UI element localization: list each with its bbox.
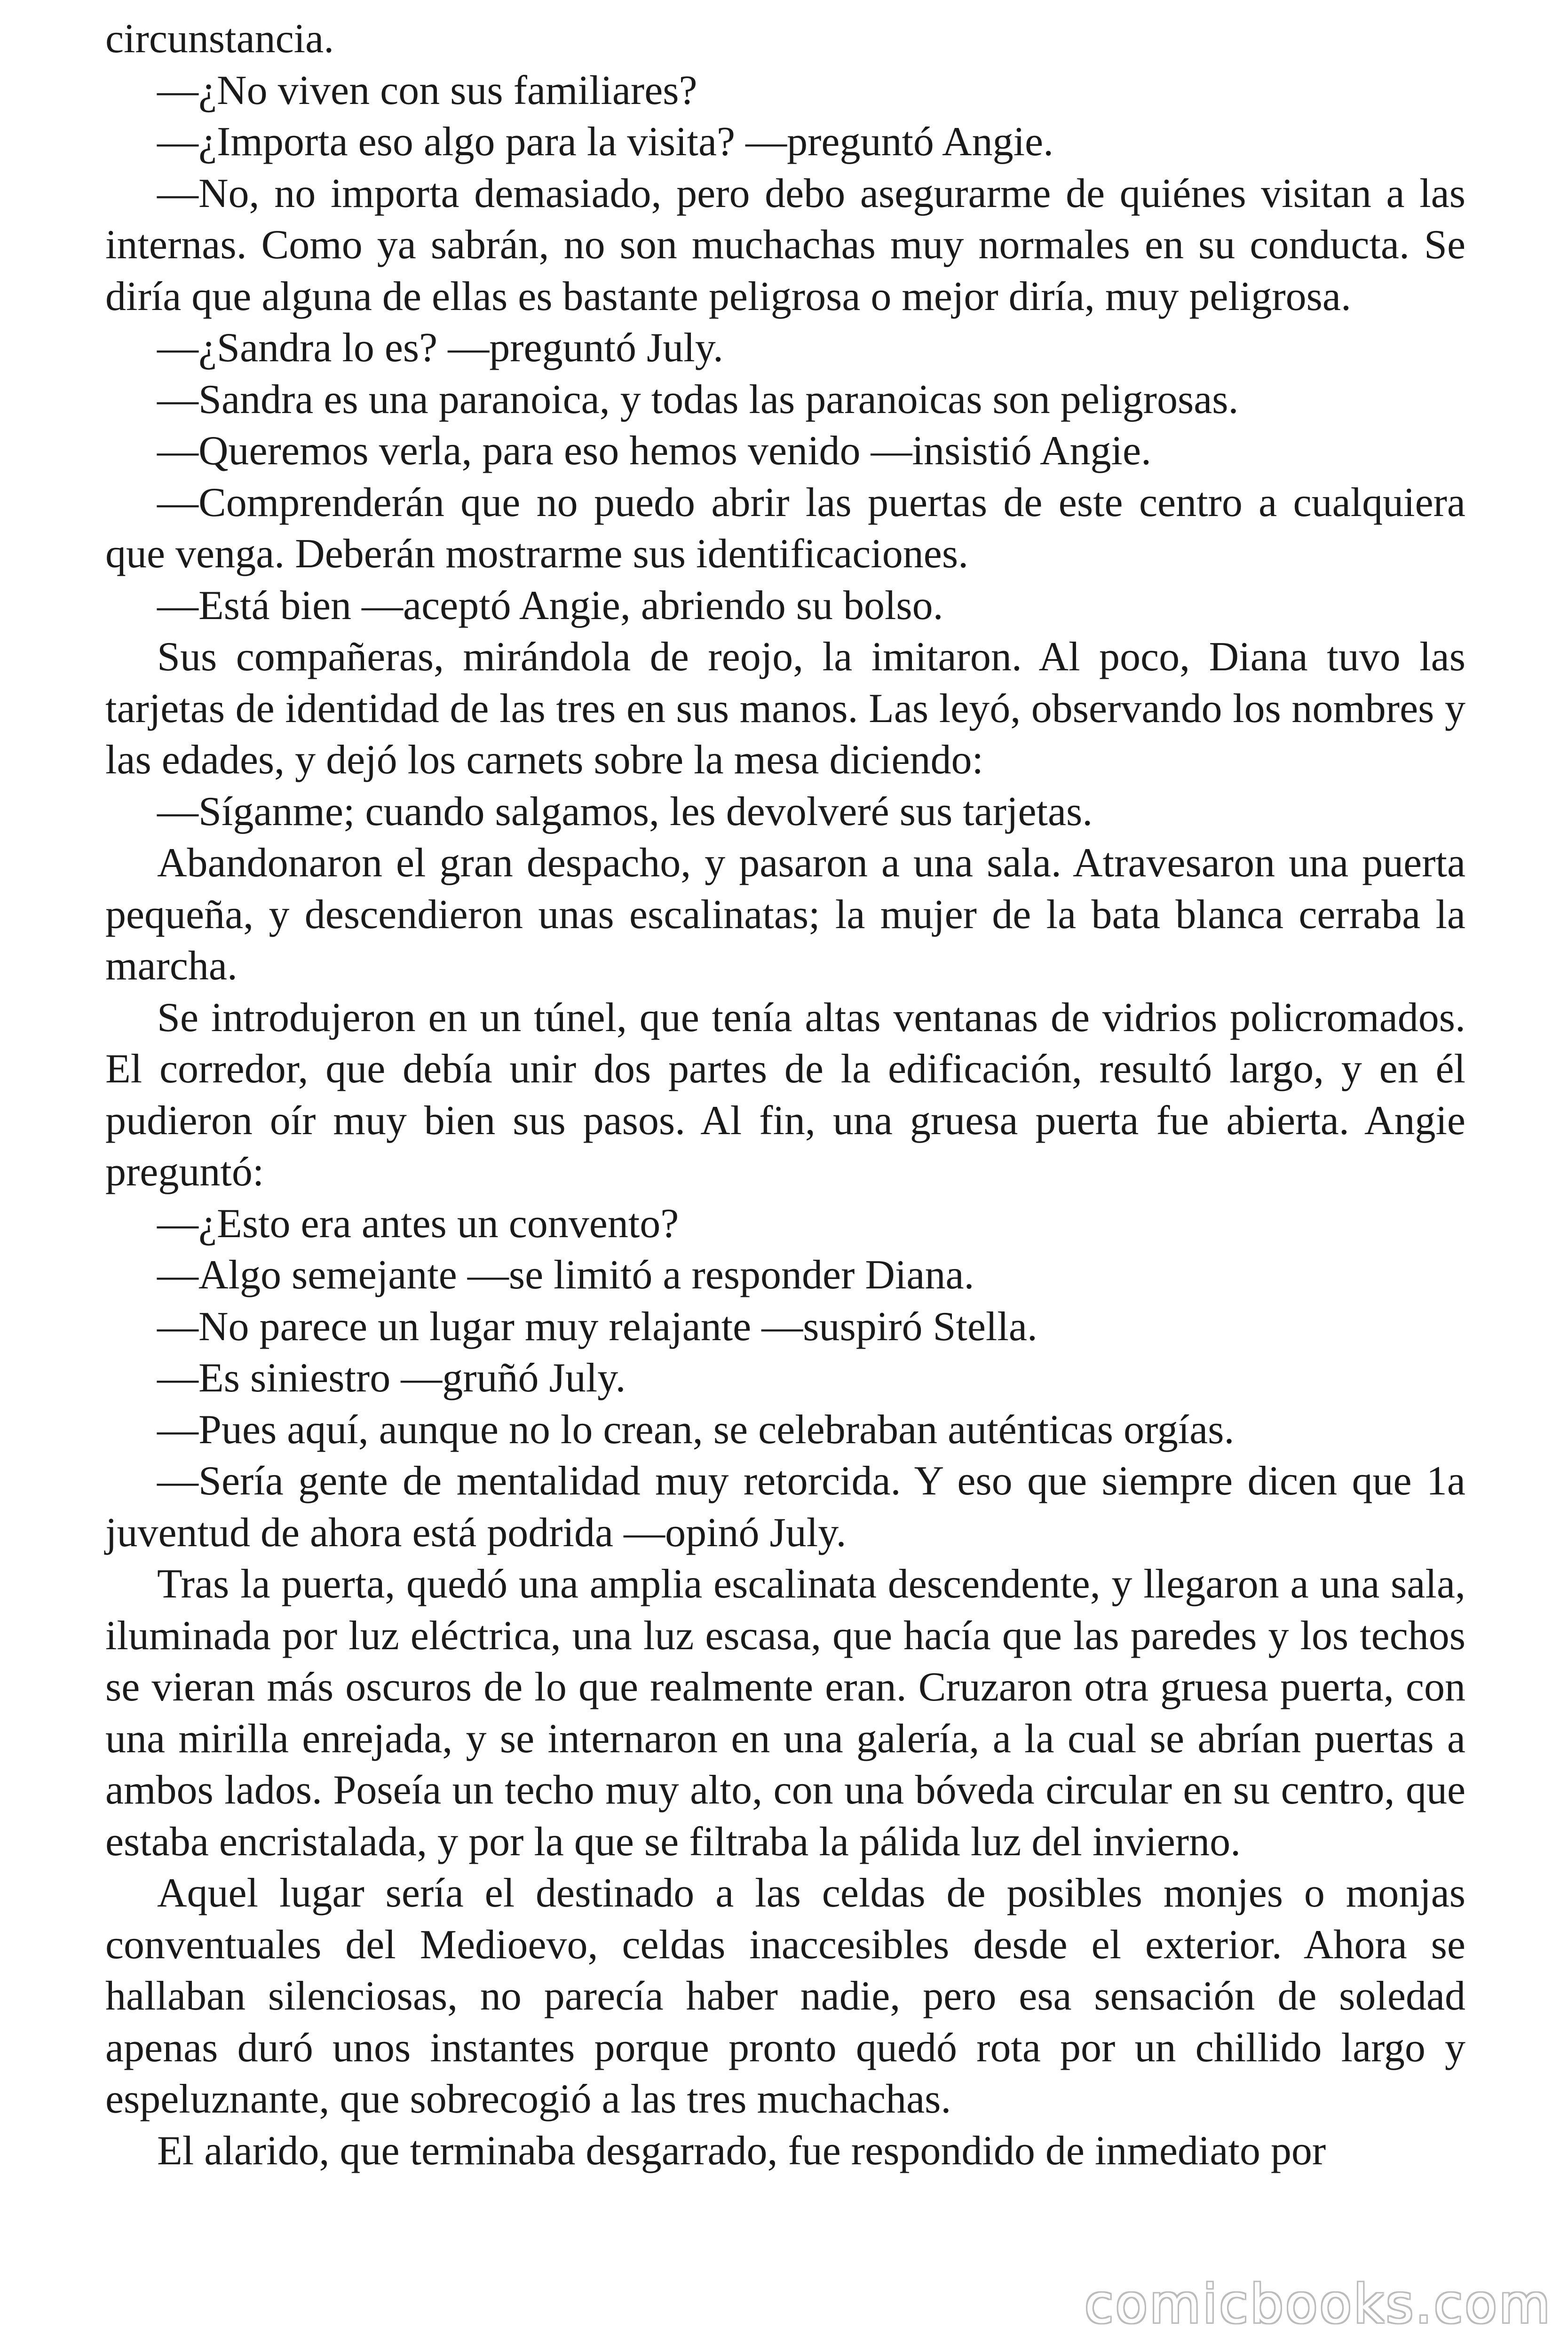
paragraph-13: Se introdujeron en un túnel, que tenía altas ventanas de vidrios policromados. El corredor, que debía unir dos partes de la edificación, resultó largo, y en él pudieron oír muy bien sus pasos. Al fin, una gruesa puerta fue abierta. Angie preguntó: <box>105 994 1465 1195</box>
paragraph-20: Tras la puerta, quedó una amplia escalinata descendente, y llegaron a una sala, iluminada por luz eléctrica, una luz escasa, que hacía que las paredes y los techos se vieran más oscuros de lo que realmente eran. Cruzaron otra gruesa puerta, con una mirilla enrejada, y se internaron en una galería, a la cual se abrían puertas a ambos lados. Poseía un techo muy alto, con una bóveda circular en su centro, que estaba encristalada, y por la que se filtraba la pálida luz del invierno. <box>105 1561 1465 1865</box>
paragraph-17: —Es siniestro —gruñó July. <box>157 1355 626 1401</box>
paragraph-14: —¿Esto era antes un convento? <box>157 1200 679 1247</box>
watermark: comicbooks.com <box>1084 2274 1552 2335</box>
paragraph-7: —Queremos verla, para eso hemos venido —insistió Angie. <box>157 428 1152 474</box>
paragraph-8: —Comprenderán que no puedo abrir las puertas de este centro a cualquiera que venga. Deberán mostrarme sus identificaciones. <box>105 479 1465 577</box>
paragraph-1: circunstancia. <box>105 16 334 62</box>
paragraph-12: Abandonaron el gran despacho, y pasaron a una sala. Atravesaron una puerta pequeña, y descendieron unas escalinatas; la mujer de la bata blanca cerraba la marcha. <box>105 840 1465 989</box>
paragraph-2: —¿No viven con sus familiares? <box>157 67 697 113</box>
paragraph-22: El alarido, que terminaba desgarrado, fue respondido de inmediato por <box>157 2128 1326 2174</box>
paragraph-5: —¿Sandra lo es? —preguntó July. <box>157 325 724 371</box>
paragraph-15: —Algo semejante —se limitó a responder Diana. <box>157 1252 974 1298</box>
paragraph-21: Aquel lugar sería el destinado a las celdas de posibles monjes o monjas conventuales del Medioevo, celdas inaccesibles desde el exterior. Ahora se hallaban silenciosas, no parecía haber nadie, pero esa sensación de soledad apenas duró unos instantes porque pronto quedó rota por un chillido largo y espeluznante, que sobrecogió a las tres muchachas. <box>105 1870 1465 2122</box>
paragraph-6: —Sandra es una paranoica, y todas las paranoicas son peligrosas. <box>157 376 1239 422</box>
paragraph-16: —No parece un lugar muy relajante —suspiró Stella. <box>157 1303 1037 1350</box>
paragraph-10: Sus compañeras, mirándola de reojo, la imitaron. Al poco, Diana tuvo las tarjetas de identidad de las tres en sus manos. Las leyó, observando los nombres y las edades, y dejó los carnets sobre la mesa diciendo: <box>105 634 1465 783</box>
paragraph-3: —¿Importa eso algo para la visita? —preguntó Angie. <box>157 119 1054 165</box>
paragraph-11: —Síganme; cuando salgamos, les devolveré sus tarjetas. <box>157 788 1093 834</box>
paragraph-19: —Sería gente de mentalidad muy retorcida. Y eso que siempre dicen que 1a juventud de ahora está podrida —opinó July. <box>105 1458 1465 1556</box>
text-column <box>105 13 1465 2177</box>
paragraph-4: —No, no importa demasiado, pero debo asegurarme de quiénes visitan a las internas. Como ya sabrán, no son muchachas muy normales en su conducta. Se diría que alguna de ellas es bastante peligrosa o mejor diría, muy peligrosa. <box>105 170 1465 319</box>
paragraph-18: —Pues aquí, aunque no lo crean, se celebraban auténticas orgías. <box>157 1406 1235 1453</box>
paragraph-9: —Está bien —aceptó Angie, abriendo su bolso. <box>157 582 943 628</box>
